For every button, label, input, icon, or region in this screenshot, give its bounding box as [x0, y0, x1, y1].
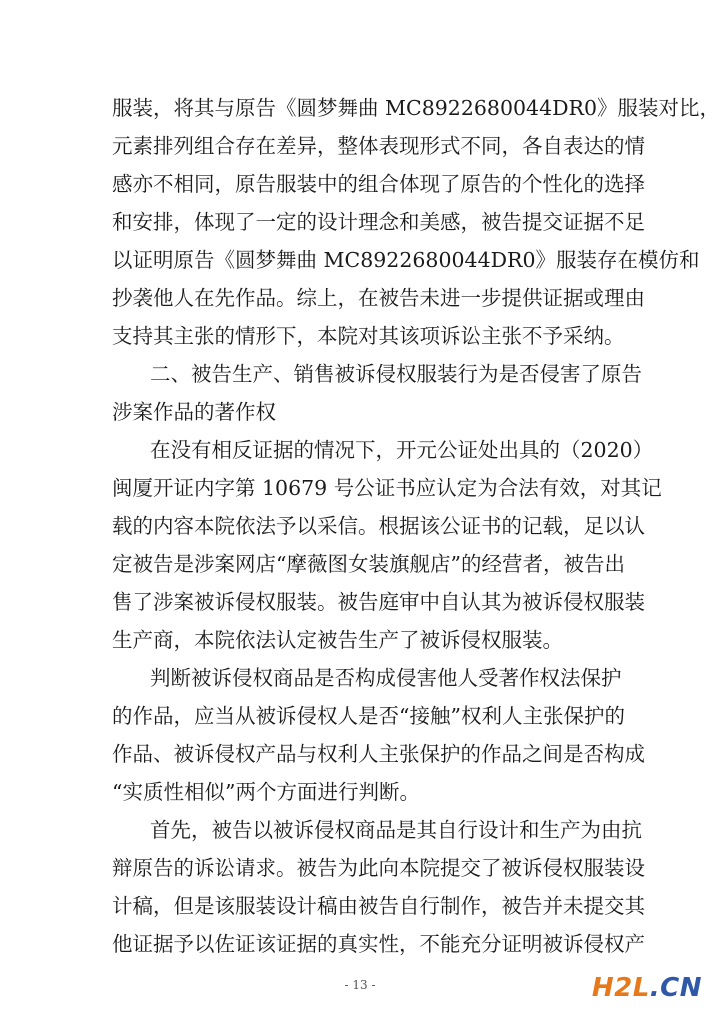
watermark-brand: H2L: [591, 973, 650, 1003]
text-line: 计稿，但是该服装设计稿由被告自行制作，被告并未提交其: [112, 894, 645, 918]
text-line: 定被告是涉案网店“摩薇图女装旗舰店”的经营者，被告出: [112, 552, 625, 576]
text-line: 生产商，本院依法认定被告生产了被诉侵权服装。: [112, 628, 563, 652]
watermark-dot: .: [649, 973, 661, 1003]
watermark-logo: [592, 974, 702, 1002]
text-line: 支持其主张的情形下，本院对其该项诉讼主张不予采纳。: [112, 324, 625, 348]
text-line: 判断被诉侵权商品是否构成侵害他人受著作权法保护: [150, 666, 622, 690]
text-line: 辩原告的诉讼请求。被告为此向本院提交了被诉侵权服装设: [112, 856, 645, 880]
text-line: 作品、被诉侵权产品与权利人主张保护的作品之间是否构成: [112, 742, 645, 766]
text-line: 服装，将其与原告《圆梦舞曲 MC8922680044DR0》服装对比，: [112, 96, 720, 120]
text-line: 感亦不相同，原告服装中的组合体现了原告的个性化的选择: [112, 172, 645, 196]
text-line: “实质性相似”两个方面进行判断。: [112, 780, 420, 804]
text-line: 元素排列组合存在差异，整体表现形式不同，各自表达的情: [112, 134, 645, 158]
text-line: 抄袭他人在先作品。综上，在被告未进一步提供证据或理由: [112, 286, 645, 310]
watermark-tld: CN: [660, 973, 702, 1003]
text-line: 闽厦开证内字第 10679 号公证书应认定为合法有效，对其记: [112, 476, 662, 500]
text-line: 以证明原告《圆梦舞曲 MC8922680044DR0》服装存在模仿和: [112, 248, 700, 272]
text-line: 售了涉案被诉侵权服装。被告庭审中自认其为被诉侵权服装: [112, 590, 645, 614]
text-line: 的作品，应当从被诉侵权人是否“接触”权利人主张保护的: [112, 704, 625, 728]
text-line: 载的内容本院依法予以采信。根据该公证书的记载，足以认: [112, 514, 645, 538]
section-heading: 二、被告生产、销售被诉侵权服装行为是否侵害了原告: [150, 362, 642, 386]
page-number: - 13 -: [344, 978, 376, 992]
text-line: 他证据予以佐证该证据的真实性，不能充分证明被诉侵权产: [112, 932, 645, 956]
text-line: 在没有相反证据的情况下，开元公证处出具的（2020）: [150, 438, 654, 462]
text-line: 和安排，体现了一定的设计理念和美感，被告提交证据不足: [112, 210, 645, 234]
text-line: 首先，被告以被诉侵权商品是其自行设计和生产为由抗: [150, 818, 642, 842]
section-heading-cont: 涉案作品的著作权: [112, 400, 276, 424]
